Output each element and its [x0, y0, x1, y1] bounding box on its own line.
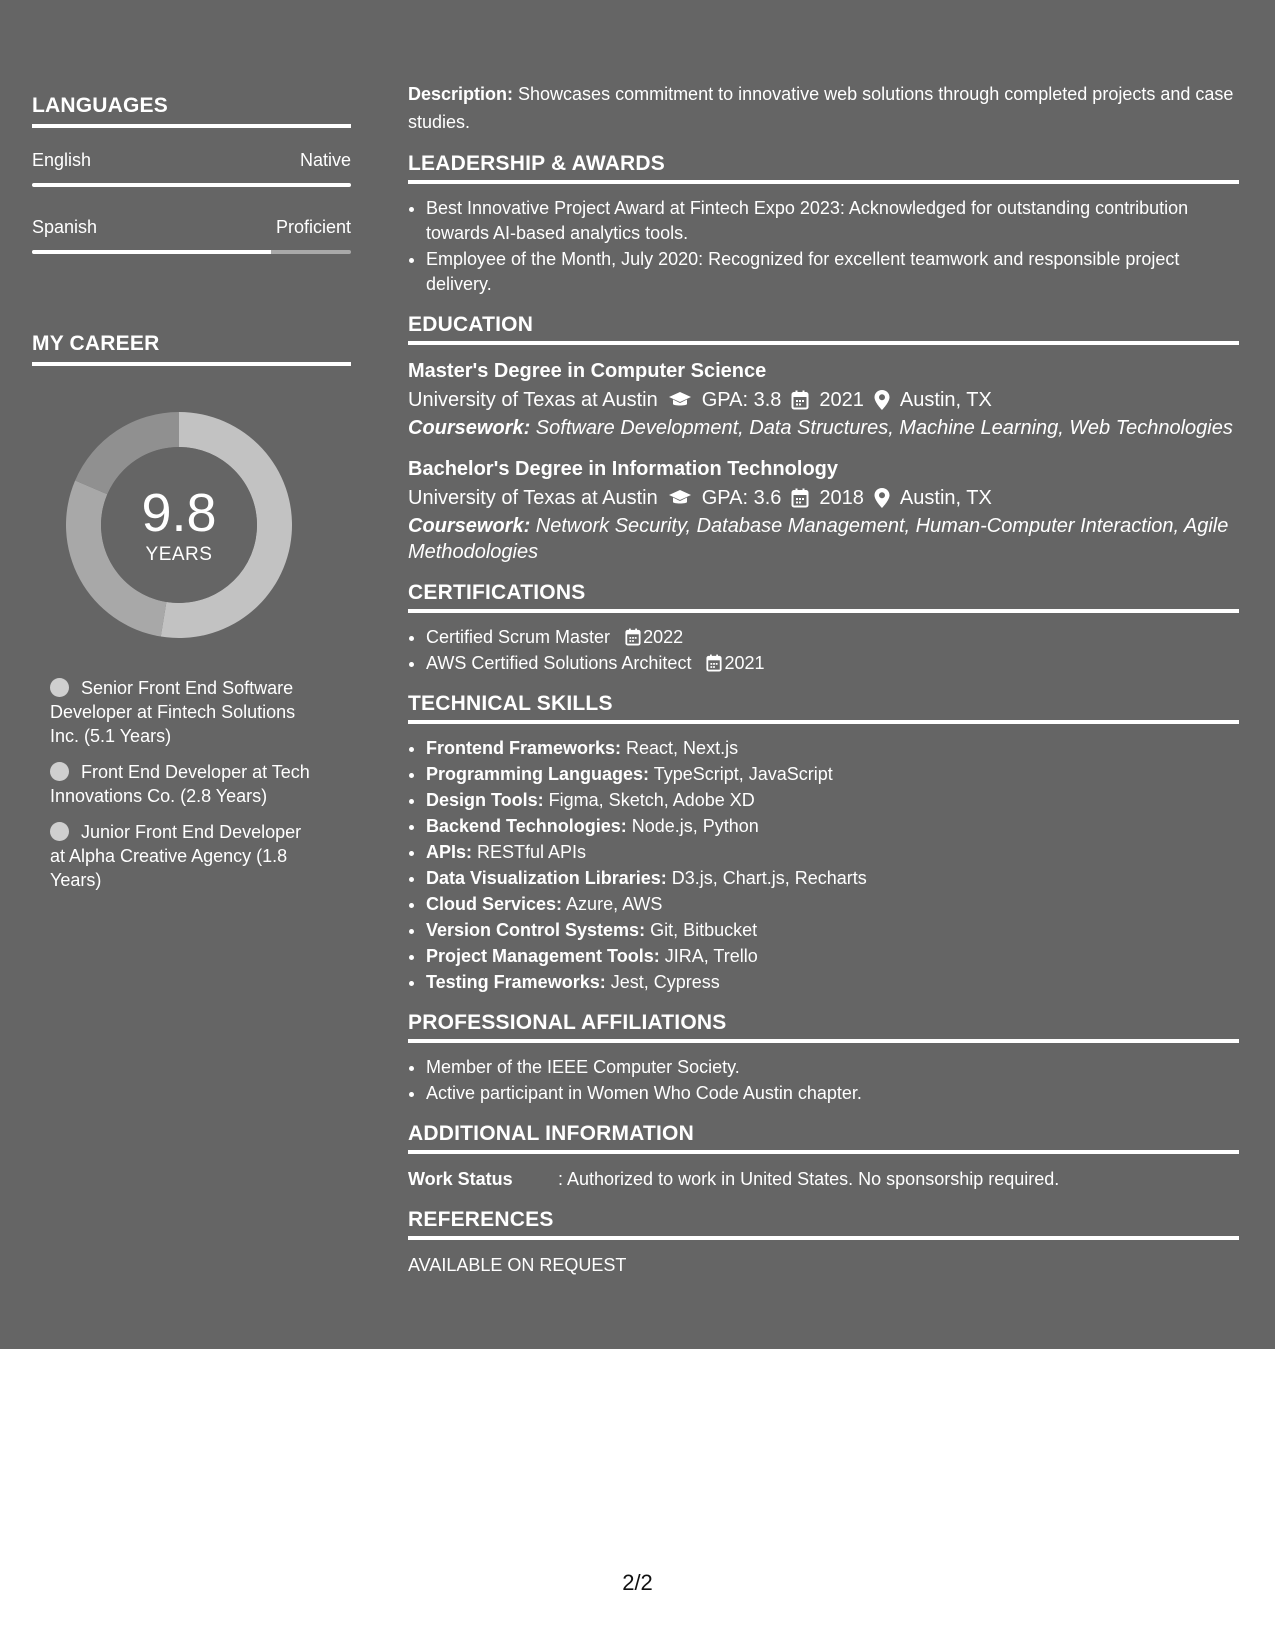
language-level: Native: [299, 150, 351, 170]
work-status-row: [408, 1166, 1239, 1192]
career-donut-chart: [64, 410, 294, 640]
coursework: Coursework: Software Development, Data Structures, Machine Learning, Web Technologies: [408, 417, 1233, 439]
career-legend: [32, 676, 351, 892]
degree-title: Master's Degree in Computer Science: [408, 360, 767, 382]
affiliations-heading: PROFESSIONAL AFFILIATIONS: [408, 1011, 1239, 1043]
skill-item: • Project Management Tools: JIRA, Trello: [426, 944, 1239, 969]
language-item-english: [32, 150, 351, 187]
language-proficiency-bar: [32, 183, 351, 187]
languages-heading: LANGUAGES: [32, 94, 351, 128]
skills-heading: TECHNICAL SKILLS: [408, 692, 1239, 724]
leadership-list: [408, 196, 1239, 297]
calendar-icon: [791, 390, 809, 410]
skill-item: • Programming Languages: TypeScript, JavaScript: [426, 762, 1239, 787]
certification-year: 2022: [643, 627, 684, 647]
language-level: Proficient: [275, 217, 351, 237]
degree-title: Bachelor's Degree in Information Technology: [408, 458, 839, 480]
language-name: English: [32, 150, 92, 170]
legend-dot-icon: [50, 822, 69, 841]
career-total-unit: YEARS: [145, 544, 213, 565]
skill-item: • Frontend Frameworks: React, Next.js: [426, 736, 1239, 761]
graduation-cap-icon: [668, 391, 692, 409]
additional-info-heading: ADDITIONAL INFORMATION: [408, 1122, 1239, 1154]
school-location: Austin, TX: [899, 389, 992, 411]
work-status-label: Work Status: [408, 1169, 513, 1189]
calendar-icon: [706, 654, 722, 672]
career-legend-item: Front End Developer at Tech Innovations Co. (2.8 Years): [50, 762, 310, 806]
certification-year: 2021: [724, 653, 765, 673]
skill-item: • APIs: RESTful APIs: [426, 840, 1239, 865]
school-location: Austin, TX: [899, 487, 992, 509]
main-content: [408, 80, 1239, 1278]
language-name: Spanish: [32, 217, 98, 237]
certifications-heading: CERTIFICATIONS: [408, 581, 1239, 613]
skill-item: • Data Visualization Libraries: D3.js, Chart.js, Recharts: [426, 866, 1239, 891]
legend-dot-icon: [50, 762, 69, 781]
affiliation-item: • Member of the IEEE Computer Society.: [426, 1055, 1239, 1080]
references-text: AVAILABLE ON REQUEST: [408, 1255, 627, 1275]
leadership-heading: LEADERSHIP & AWARDS: [408, 152, 1239, 184]
location-pin-icon: [874, 488, 890, 508]
calendar-icon: [625, 628, 641, 646]
certification-item: • AWS Certified Solutions Architect 2021: [426, 651, 1239, 676]
certifications-list: [408, 625, 1239, 676]
skills-list: [408, 736, 1239, 995]
career-heading: MY CAREER: [32, 332, 351, 366]
legend-dot-icon: [50, 678, 69, 697]
school-name: University of Texas at Austin: [408, 487, 658, 509]
education-item: [408, 455, 1239, 565]
affiliations-list: [408, 1055, 1239, 1106]
skill-item: • Backend Technologies: Node.js, Python: [426, 814, 1239, 839]
education-item: [408, 357, 1239, 441]
coursework: Coursework: Network Security, Database Management, Human-Computer Interaction, Agile Methodologies: [408, 515, 1229, 563]
skill-item: • Testing Frameworks: Jest, Cypress: [426, 970, 1239, 995]
graduation-year: 2021: [819, 389, 864, 411]
career-total-value: 9.8: [141, 483, 217, 543]
sidebar: [32, 94, 351, 904]
skill-item: • Design Tools: Figma, Sketch, Adobe XD: [426, 788, 1239, 813]
gpa: GPA: 3.6: [701, 487, 782, 509]
leadership-item: • Best Innovative Project Award at Fintech Expo 2023: Acknowledged for outstanding contribution towards AI-based analytics tools.: [426, 196, 1239, 246]
work-status-value: : Authorized to work in United States. No sponsorship required.: [558, 1169, 1060, 1189]
certification-item: • Certified Scrum Master 2022: [426, 625, 1239, 650]
leadership-item: • Employee of the Month, July 2020: Recognized for excellent teamwork and responsible project delivery.: [426, 247, 1239, 297]
affiliation-item: • Active participant in Women Who Code Austin chapter.: [426, 1081, 1239, 1106]
graduation-cap-icon: [668, 489, 692, 507]
language-item-spanish: [32, 217, 351, 254]
school-name: University of Texas at Austin: [408, 389, 658, 411]
location-pin-icon: [874, 390, 890, 410]
career-legend-item: Junior Front End Developer at Alpha Creative Agency (1.8 Years): [50, 822, 302, 890]
page-number: 2/2: [622, 1570, 653, 1595]
gpa: GPA: 3.8: [701, 389, 782, 411]
skill-item: • Version Control Systems: Git, Bitbucket: [426, 918, 1239, 943]
references-heading: REFERENCES: [408, 1208, 1239, 1240]
calendar-icon: [791, 488, 809, 508]
project-description: Description: Showcases commitment to innovative web solutions through completed projects and case studies.: [408, 84, 1234, 132]
education-heading: EDUCATION: [408, 313, 1239, 345]
graduation-year: 2018: [819, 487, 864, 509]
skill-item: • Cloud Services: Azure, AWS: [426, 892, 1239, 917]
career-legend-item: Senior Front End Software Developer at Fintech Solutions Inc. (5.1 Years): [50, 678, 296, 746]
